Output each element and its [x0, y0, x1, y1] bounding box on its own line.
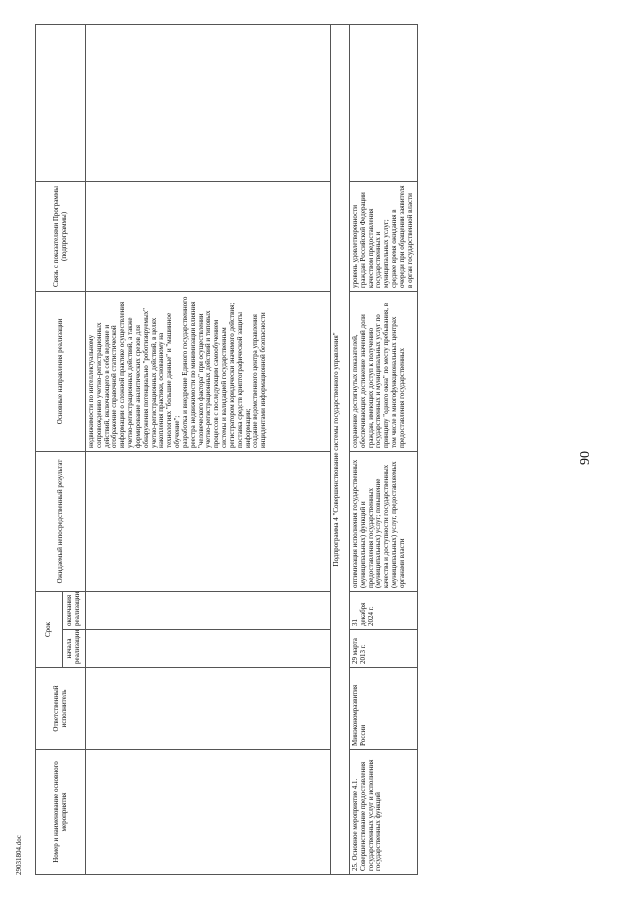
cell-empty	[86, 591, 331, 629]
header-main-directions: Основные направления реализации	[36, 291, 86, 451]
header-term: Срок	[36, 591, 63, 667]
cell-empty	[86, 750, 331, 875]
cell-term-start: 29 марта 2013 г.	[350, 630, 418, 668]
header-number-name: Номер и наименование основного мероприятия	[36, 750, 86, 875]
cell-empty	[86, 24, 331, 181]
header-executor: Ответственный исполнитель	[36, 668, 86, 750]
cell-main-directions-continued: недвижимости по интеллектуальному сопровождению учетно-регистрационных действий, включающего в себя ведение и отображение справочной статистической информации о сложной практике осуществления учетно-регистрационных действий, а также формирование аналитических срезов для обнаружения потенциально "роботизируемых" учетно-регистрационных действий, в целях накопления практики, основанному на технологиях "большие данные" и "машинное обучение"; разработка и внедрение Единого государственного реестра недвижимости по минимизации влияния "человеческого фактора" при осуществлении учетно-регистрационных действий и типовых процессов с последующим самообучением системы и валидацией государственным регистратором юридически значимого действия; поставка средств криптографической защиты информации; создание ведомственного центра управления инцидентами информационной безопасности	[86, 291, 331, 451]
header-term-start: начала реализации	[63, 630, 86, 668]
header-term-end: окончания реализации	[63, 591, 86, 629]
subprogram-title: Подпрограмма 4 "Совершенствование системы государственного управления"	[331, 24, 350, 874]
cell-empty	[86, 630, 331, 668]
cell-executor: Минэкономразвития России	[350, 668, 418, 750]
cell-empty	[86, 451, 331, 591]
table-row-25	[350, 24, 418, 874]
cell-main-directions: сохранение достигнутых показателей, обеспечивающих достижение значений доли граждан, имеющих доступ к получению государственных и муниципальных услуг по принципу "одного окна" по месту пребывания, в том числе в многофункциональных центрах предоставления государственных	[350, 291, 418, 451]
cell-empty	[350, 24, 418, 181]
header-expected-result: Ожидаемый непосредственный результат	[36, 451, 86, 591]
page-number: 90	[578, 451, 593, 465]
cell-term-end: 31 декабря 2024 г.	[350, 591, 418, 629]
cell-expected-result: оптимизация исполнения государственных (муниципальных) функций и предоставления государственных (муниципальных) услуг; повышение качества и доступности государственных (муниципальных) услуг, предоставляемых органами власти	[350, 451, 418, 591]
cell-empty	[86, 181, 331, 291]
cell-number-name: 25. Основное мероприятие 4.1. Совершенствование предоставления государственных услуг и исполнения государственных функций	[350, 750, 418, 875]
footer-doc-code: 29031804.doc	[15, 835, 23, 875]
table-row-continuation	[86, 24, 331, 874]
header-program-link: Связь с показателями Программы (подпрограммы)	[36, 181, 86, 291]
cell-empty	[86, 668, 331, 750]
table-row-subprogram	[331, 24, 350, 874]
measures-table	[35, 24, 418, 875]
header-empty	[36, 24, 86, 181]
cell-program-link: уровень удовлетворенности граждан Российской Федерации качеством предоставления государственных и муниципальных услуг; среднее время ожидания в очереди при обращении заявителя в орган государственной власти	[350, 181, 418, 291]
